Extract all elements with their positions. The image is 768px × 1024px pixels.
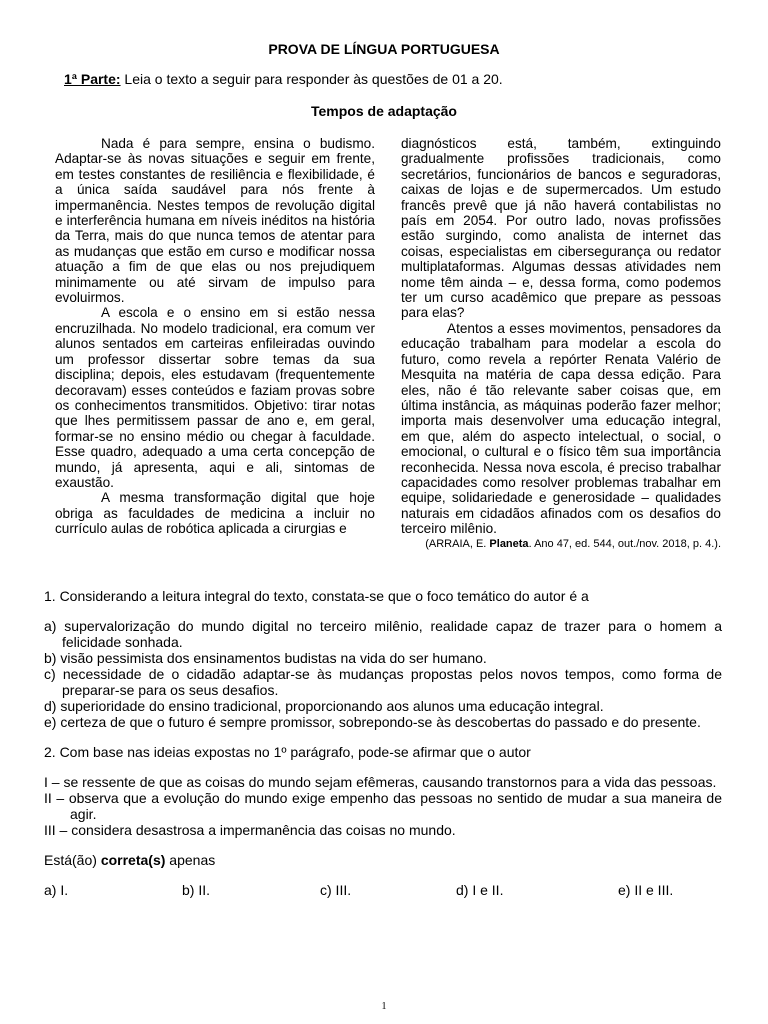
citation-work: Planeta bbox=[489, 537, 529, 550]
question-2-answer-b: b) II. bbox=[182, 882, 211, 898]
question-2-answer-a: a) I. bbox=[44, 882, 69, 898]
part-instruction bbox=[64, 72, 503, 87]
article-column-right bbox=[401, 136, 721, 551]
article-paragraph-3-continued: diagnósticos está, também, extinguindo gradualmente profissões tradicionais, como secretários, funcionários de bancos e seguradoras, caixas de lojas e de supermercados. Um estudo francês prevê que já não haverá contabilistas no país em 2054. Por outro lado, novas profissões estão surgindo, como analista de internet das coisas, especialistas em cibersegurança ou redator multiplataformas. Algumas dessas atividades nem nome têm ainda – e, dessa forma, como podemos ter um curso acadêmico que prepare as pessoas para elas? bbox=[401, 136, 721, 321]
question-2-answer-e: e) II e III. bbox=[618, 882, 674, 898]
article-citation bbox=[401, 538, 721, 551]
part-label: 1ª Parte: bbox=[64, 71, 121, 87]
question-1-option-a: a) supervalorização do mundo digital no terceiro milênio, realidade capaz de trazer para o homem a felicidade sonhada. bbox=[44, 618, 722, 650]
prompt-prefix: Está(ão) bbox=[44, 852, 101, 868]
citation-suffix: . Ano 47, ed. 544, out./nov. 2018, p. 4.). bbox=[528, 537, 721, 550]
citation-prefix: (ARRAIA, E. bbox=[425, 537, 490, 550]
article-paragraph-3: A mesma transformação digital que hoje obriga as faculdades de medicina a incluir no currículo aulas de robótica aplicada a cirurgias e bbox=[55, 490, 375, 537]
question-1-stem: 1. Considerando a leitura integral do texto, constata-se que o foco temático do autor é a bbox=[44, 588, 589, 604]
question-1-option-e: e) certeza de que o futuro é sempre promissor, sobrepondo-se às descobertas do passado e do presente. bbox=[44, 714, 701, 730]
question-2-stem: 2. Com base nas ideias expostas no 1º parágrafo, pode-se afirmar que o autor bbox=[44, 744, 531, 760]
article-paragraph-4: Atentos a esses movimentos, pensadores da educação trabalham para modelar a escola do futuro, como revela a repórter Renata Valério de Mesquita na matéria de capa dessa edição. Para eles, não é tão relevante saber coisas que, em última instância, as máquinas poderão fazer melhor; importa mais desenvolver uma educação integral, em que, além do aspecto intelectual, o social, o emocional, o cultural e o físico têm sua importância reconhecida. Nessa nova escola, é preciso trabalhar capacidades como resolver problemas trabalhar em equipe, solidariedade e generosidade – qualidades naturais em cidadãos afinados com os desafios do terceiro milênio. bbox=[401, 320, 721, 537]
question-1-option-c: c) necessidade de o cidadão adaptar-se às mudanças propostas pelos novos tempos, como forma de preparar-se para os seus desafios. bbox=[44, 666, 722, 698]
article-paragraph-2: A escola e o ensino em si estão nessa encruzilhada. No modelo tradicional, era comum ver alunos sentados em carteiras enfileiradas ouvindo um professor dissertar sobre temas da sua disciplina; depois, eles estudavam (frequentemente decoravam) esses conteúdos e faziam provas sobre os conhecimentos transmitidos. Objetivo: tirar notas que lhes permitissem passar de ano e, em geral, formar-se no ensino médio ou chegar à faculdade. Esse quadro, adequado a uma certa concepção de mundo, já apresenta, aqui e ali, sintomas de exaustão. bbox=[55, 305, 375, 490]
question-2-prompt bbox=[44, 852, 722, 868]
prompt-suffix: apenas bbox=[165, 852, 216, 868]
question-2-statement-i: I – se ressente de que as coisas do mundo sejam efêmeras, causando transtornos para a vida das pessoas. bbox=[44, 774, 717, 790]
exam-title: PROVA DE LÍNGUA PORTUGUESA bbox=[268, 41, 500, 57]
part-text: Leia o texto a seguir para responder às questões de 01 a 20. bbox=[120, 71, 503, 87]
question-2-answers bbox=[44, 882, 722, 900]
questions-section bbox=[44, 588, 722, 900]
page-number: 1 bbox=[381, 1001, 387, 1012]
question-2-answer-c: c) III. bbox=[320, 882, 352, 898]
question-2-statement-ii: II – observa que a evolução do mundo exige empenho das pessoas no sentido de mudar a sua maneira de agir. bbox=[44, 790, 722, 822]
question-1-option-b: b) visão pessimista dos ensinamentos budistas na vida do ser humano. bbox=[44, 650, 487, 666]
article-paragraph-1: Nada é para sempre, ensina o budismo. Adaptar-se às novas situações e seguir em frente, em testes constantes de resiliência e flexibilidade, é a única saída saudável para nós frente à impermanência. Nestes tempos de revolução digital e interferência humana em níveis inéditos na história da Terra, mais do que nunca temos de atentar para as mudanças que estão em curso e modificar nossa atuação a fim de que elas ou nos prejudiquem minimamente ou até sirvam de impulso para evoluirmos. bbox=[55, 136, 375, 306]
prompt-bold: correta(s) bbox=[100, 852, 166, 868]
article-column-left bbox=[55, 136, 375, 537]
question-2-statement-iii: III – considera desastrosa a impermanência das coisas no mundo. bbox=[44, 822, 456, 838]
question-2-answer-d: d) I e II. bbox=[456, 882, 504, 898]
question-1-option-d: d) superioridade do ensino tradicional, proporcionando aos alunos uma educação integral. bbox=[44, 698, 604, 714]
text-title: Tempos de adaptação bbox=[310, 103, 457, 119]
